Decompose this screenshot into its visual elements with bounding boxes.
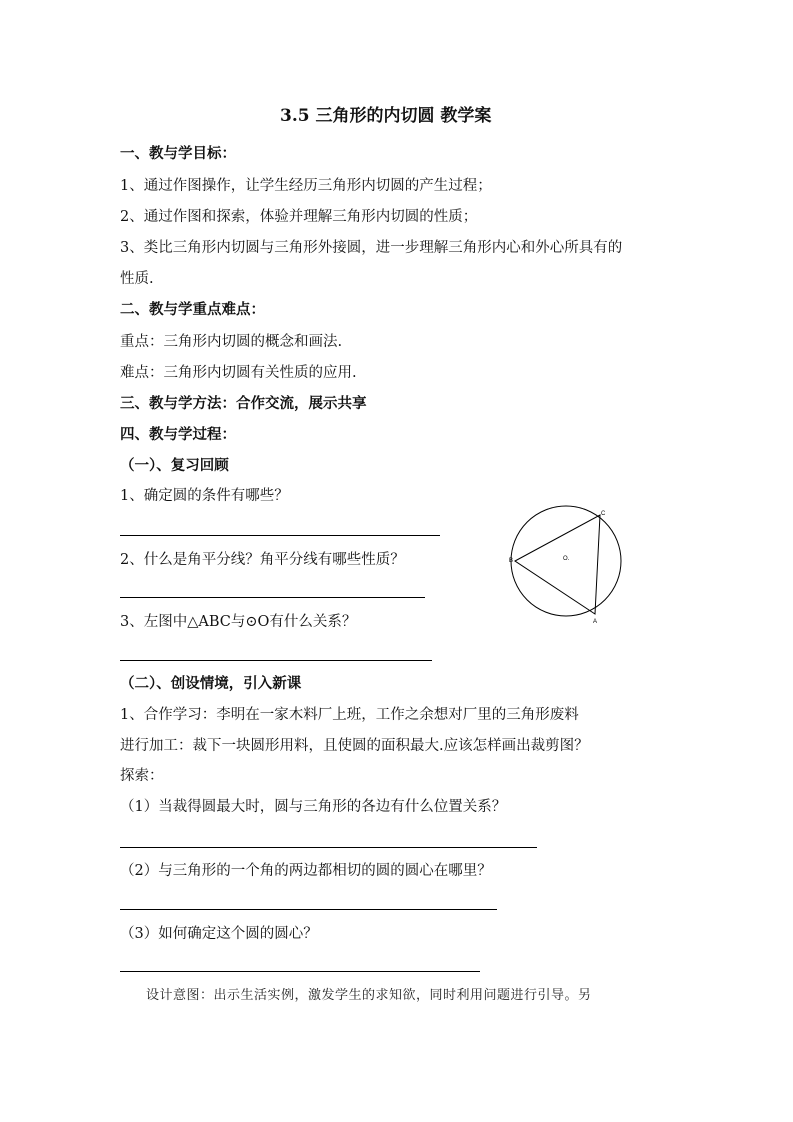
design-intent-note: 设计意图：出示生活实例，激发学生的求知欲，同时利用问题进行引导。另 — [146, 988, 592, 1003]
label-o: O. — [563, 556, 570, 562]
explore-question-1: （1）当裁得圆最大时，圆与三角形的各边有什么位置关系？ — [120, 799, 507, 815]
part1-heading: （一）、复习回顾 — [120, 457, 229, 474]
label-c: C — [601, 511, 606, 517]
answer-line-5 — [120, 909, 497, 910]
section2-heading: 二、教与学重点难点： — [120, 301, 265, 318]
part2-heading: （二）、创设情境，引入新课 — [120, 675, 302, 692]
objective-3: 3、类比三角形内切圆与三角形外接圆，进一步理解三角形内心和外心所具有的 — [120, 240, 623, 256]
answer-line-1 — [120, 535, 440, 536]
label-b: B — [509, 558, 514, 564]
explore-question-2: （2）与三角形的一个角的两边都相切的圆的圆心在哪里？ — [120, 863, 492, 879]
explore-question-3: （3）如何确定这个圆的圆心？ — [120, 926, 318, 942]
scenario-line-2: 进行加工：裁下一块圆形用料，且使圆的面积最大.应该怎样画出裁剪图？ — [120, 738, 589, 754]
section3-heading: 三、教与学方法：合作交流，展示共享 — [120, 395, 367, 412]
review-question-1: 1、确定圆的条件有哪些？ — [120, 488, 289, 504]
section4-heading: 四、教与学过程： — [120, 426, 236, 443]
objective-1: 1、通过作图操作，让学生经历三角形内切圆的产生过程； — [120, 178, 492, 194]
review-question-2: 2、什么是角平分线？角平分线有哪些性质？ — [120, 552, 405, 568]
objective-3-cont: 性质. — [120, 271, 154, 287]
circle-triangle-figure — [505, 505, 635, 623]
key-point: 重点：三角形内切圆的概念和画法. — [120, 334, 343, 350]
answer-line-3 — [120, 660, 432, 661]
page-title: 3.5 三角形的内切圆 教学案 — [280, 106, 492, 126]
answer-line-6 — [120, 971, 480, 972]
review-question-3: 3、左图中△ABC与⊙O有什么关系？ — [120, 614, 357, 630]
objective-2: 2、通过作图和探索，体验并理解三角形内切圆的性质； — [120, 209, 478, 225]
answer-line-2 — [120, 597, 425, 598]
scenario-line-1: 1、合作学习：李明在一家木料厂上班，工作之余想对厂里的三角形废料 — [120, 707, 579, 723]
section1-heading: 一、教与学目标： — [120, 145, 236, 162]
triangle-abc — [515, 515, 600, 614]
label-a: A — [593, 619, 598, 623]
difficult-point: 难点：三角形内切圆有关性质的应用. — [120, 365, 357, 381]
answer-line-4 — [120, 847, 537, 848]
explore-label: 探索： — [120, 768, 164, 784]
